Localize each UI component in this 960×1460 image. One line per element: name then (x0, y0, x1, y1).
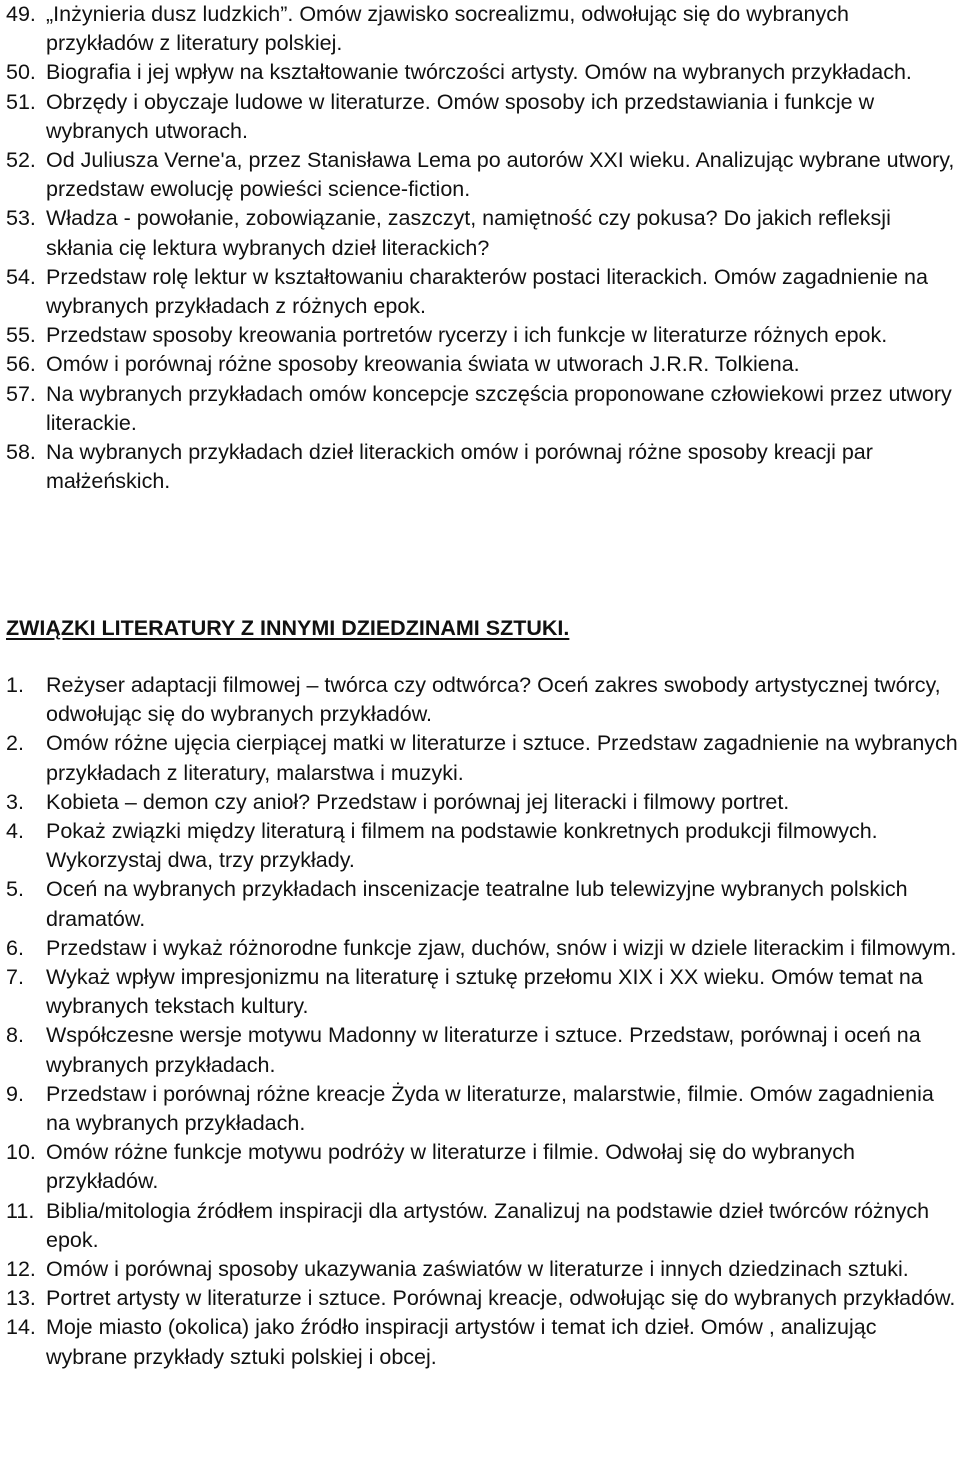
item-number: 3. (6, 789, 24, 814)
list-item (6, 934, 960, 963)
item-text: Władza - powołanie, zobowiązanie, zaszczyt, namiętność czy pokusa? Do jakich refleksji skłania cię lektura wybranych dzieł literackich? (46, 206, 891, 260)
topic-list-continued (6, 0, 960, 496)
item-number: 52. (6, 148, 36, 173)
list-item (6, 380, 960, 438)
item-number: 10. (6, 1140, 36, 1165)
item-number: 50. (6, 60, 36, 85)
item-number: 49. (6, 2, 36, 26)
list-item (6, 263, 960, 321)
list-item (6, 88, 960, 146)
item-text: Na wybranych przykładach dzieł literackich omów i porównaj różne sposoby kreacji par małżeńskich. (46, 440, 873, 494)
item-text: Przedstaw sposoby kreowania portretów rycerzy i ich funkcje w literaturze różnych epok. (46, 323, 888, 348)
item-number: 54. (6, 264, 36, 289)
item-number: 57. (6, 381, 36, 406)
item-text: Współczesne wersje motywu Madonny w literaturze i sztuce. Przedstaw, porównaj i oceń na wybranych przykładach. (46, 1023, 921, 1077)
list-item (6, 1255, 960, 1284)
item-text: Moje miasto (okolica) jako źródło inspiracji artystów i temat ich dzieł. Omów , analizując wybrane przykłady sztuki polskiej i obcej. (46, 1315, 877, 1369)
item-number: 7. (6, 965, 24, 990)
item-text: Pokaż związki między literaturą i filmem na podstawie konkretnych produkcji filmowych. Wykorzystaj dwa, trzy przykłady. (46, 819, 878, 873)
list-item (6, 1080, 960, 1138)
list-item (6, 671, 960, 729)
list-item (6, 350, 960, 379)
item-text: Obrzędy i obyczaje ludowe w literaturze. Omów sposoby ich przedstawiania i funkcje w wybranych utworach. (46, 89, 875, 143)
list-item (6, 1138, 960, 1196)
list-item (6, 1313, 960, 1371)
section-heading: ZWIĄZKI LITERATURY Z INNYMI DZIEDZINAMI SZTUKI. (6, 616, 570, 640)
item-number: 56. (6, 352, 36, 377)
item-text: Biblia/mitologia źródłem inspiracji dla artystów. Zanalizuj na podstawie dzieł twórców różnych epok. (46, 1198, 930, 1252)
item-number: 9. (6, 1081, 24, 1106)
item-number: 53. (6, 206, 36, 231)
list-item (6, 729, 960, 787)
item-text: Od Juliusza Verne'a, przez Stanisława Lema po autorów XXI wieku. Analizując wybrane utwory, przedstaw ewolucję powieści science-fiction. (46, 148, 955, 202)
list-item (6, 1284, 960, 1313)
item-text: Portret artysty w literaturze i sztuce. Porównaj kreacje, odwołując się do wybranych przykładów. (46, 1286, 956, 1311)
item-number: 11. (6, 1198, 35, 1223)
item-text: Na wybranych przykładach omów koncepcje szczęścia proponowane człowiekowi przez utwory literackie. (46, 381, 952, 435)
item-text: Przedstaw i porównaj różne kreacje Żyda w literaturze, malarstwie, filmie. Omów zagadnienia na wybranych przykładach. (46, 1081, 934, 1136)
list-item (6, 788, 960, 817)
item-text: Omów i porównaj sposoby ukazywania zaświatów w literaturze i innych dziedzinach sztuki. (46, 1257, 909, 1282)
item-text: Kobieta – demon czy anioł? Przedstaw i porównaj jej literacki i filmowy portret. (46, 789, 790, 814)
item-number: 55. (6, 323, 36, 348)
item-number: 6. (6, 935, 24, 960)
list-item (6, 204, 960, 262)
list-item (6, 321, 960, 350)
topic-list-section (6, 671, 960, 1372)
item-text: Wykaż wpływ impresjonizmu na literaturę i sztukę przełomu XIX i XX wieku. Omów temat na wybranych tekstach kultury. (46, 965, 923, 1019)
list-item (6, 146, 960, 204)
item-text: Przedstaw i wykaż różnorodne funkcje zjaw, duchów, snów i wizji w dziele literackim i filmowym. (46, 935, 957, 960)
item-number: 13. (6, 1286, 36, 1311)
item-text: Oceń na wybranych przykładach inscenizacje teatralne lub telewizyjne wybranych polskich dramatów. (46, 877, 908, 931)
list-item (6, 438, 960, 496)
item-number: 1. (6, 673, 24, 697)
item-number: 14. (6, 1315, 36, 1340)
list-item (6, 963, 960, 1021)
list-item (6, 58, 960, 87)
item-number: 51. (6, 89, 36, 114)
list-item (6, 1197, 960, 1255)
item-text: Omów różne ujęcia cierpiącej matki w literaturze i sztuce. Przedstaw zagadnienie na wybranych przykładach z literatury, malarstwa i muzyki. (46, 731, 958, 785)
item-text: Biografia i jej wpływ na kształtowanie twórczości artysty. Omów na wybranych przykładach. (46, 60, 912, 85)
item-number: 4. (6, 819, 24, 844)
item-text: Omów i porównaj różne sposoby kreowania świata w utworach J.R.R. Tolkiena. (46, 352, 800, 377)
item-number: 8. (6, 1023, 24, 1048)
item-text: „Inżynieria dusz ludzkich”. Omów zjawisko socrealizmu, odwołując się do wybranych przykładów z literatury polskiej. (46, 2, 849, 56)
item-number: 5. (6, 877, 24, 902)
item-text: Przedstaw rolę lektur w kształtowaniu charakterów postaci literackich. Omów zagadnienie na wybranych przykładach z różnych epok. (46, 264, 928, 319)
item-number: 12. (6, 1257, 36, 1282)
item-text: Reżyser adaptacji filmowej – twórca czy odtwórca? Oceń zakres swobody artystycznej twórcy, odwołując się do wybranych przykładów. (46, 673, 941, 727)
list-item (6, 1021, 960, 1079)
item-number: 58. (6, 440, 36, 465)
list-item (6, 0, 960, 58)
list-item (6, 817, 960, 875)
item-text: Omów różne funkcje motywu podróży w literaturze i filmie. Odwołaj się do wybranych przykładów. (46, 1140, 855, 1194)
item-number: 2. (6, 731, 24, 756)
list-item (6, 875, 960, 933)
